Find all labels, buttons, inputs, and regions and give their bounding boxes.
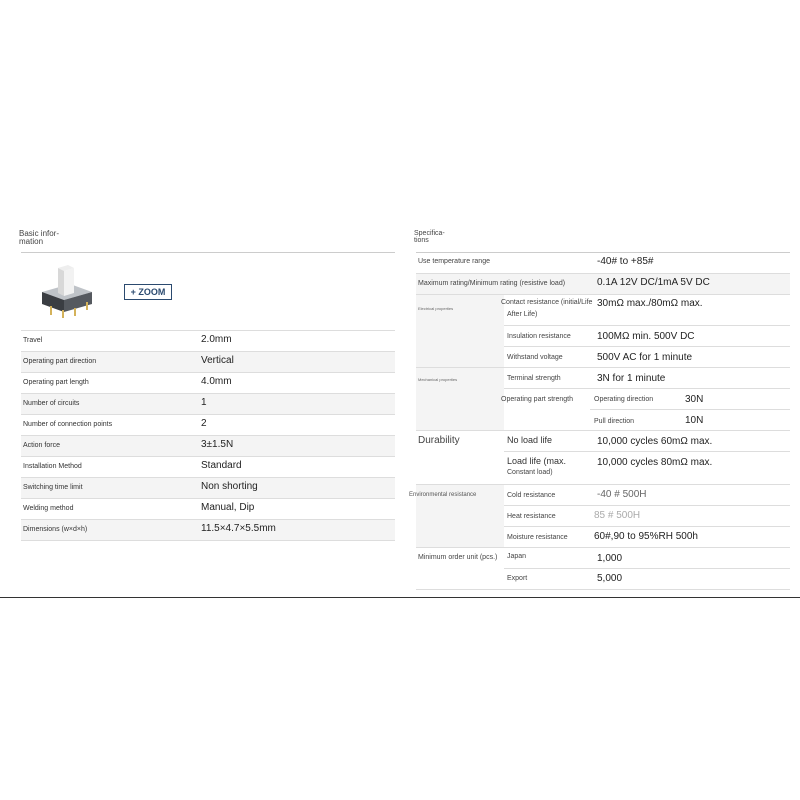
row-label: Number of connection points <box>23 421 113 428</box>
spec-title-rule <box>416 252 790 253</box>
no-load-value: 10,000 cycles 60mΩ max. <box>597 436 713 447</box>
table-row <box>21 331 395 352</box>
row-label: Operating part direction <box>23 358 97 365</box>
row-label: Action force <box>23 442 60 449</box>
contact-resistance-value: 30mΩ max./80mΩ max. <box>597 298 703 309</box>
japan-label: Japan <box>507 553 527 560</box>
table-row <box>21 373 395 394</box>
row-label: Number of circuits <box>23 400 80 407</box>
withstand-value: 500V AC for 1 minute <box>597 352 693 363</box>
table-row <box>21 394 395 415</box>
use-temp-label: Use temperature range <box>418 258 490 265</box>
row-label: Travel <box>23 337 43 344</box>
load-life-label-2: Constant load) <box>507 469 553 476</box>
table-row <box>21 478 395 499</box>
row-label: Installation Method <box>23 463 82 470</box>
load-life-label: Load life (max. <box>507 456 567 466</box>
basic-section-title: Basic infor- mation <box>19 229 60 246</box>
export-value: 5,000 <box>597 573 623 584</box>
no-load-label: No load life <box>507 435 553 445</box>
pull-direction-value: 10N <box>685 415 704 426</box>
insulation-value: 100MΩ min. 500V DC <box>597 331 695 342</box>
spec-section-title: Specifica- tions <box>414 230 445 244</box>
electrical-group-label: Electrical properties <box>418 306 454 311</box>
moq-group-label: Minimum order unit (pcs.) <box>418 554 498 561</box>
export-label: Export <box>507 575 528 582</box>
heat-value: 85 # 500H <box>594 510 641 521</box>
row-label: Operating part length <box>23 379 89 386</box>
page-bottom-divider <box>0 597 800 598</box>
product-image <box>36 262 98 318</box>
op-direction-value: 30N <box>685 394 704 405</box>
heat-label: Heat resistance <box>507 513 556 520</box>
cold-label: Cold resistance <box>507 492 556 499</box>
max-rating-label: Maximum rating/Minimum rating (resistive load) <box>418 280 566 287</box>
row-value: Standard <box>201 460 242 471</box>
table-row <box>21 352 395 373</box>
terminal-strength-value: 3N for 1 minute <box>597 373 666 384</box>
withstand-label: Withstand voltage <box>507 354 563 361</box>
op-strength-label: Operating part strength <box>501 396 573 403</box>
max-rating-value: 0.1A 12V DC/1mA 5V DC <box>597 277 710 288</box>
japan-value: 1,000 <box>597 553 623 564</box>
contact-resistance-label: Contact resistance (initial/Life <box>501 299 593 306</box>
table-row <box>21 457 395 478</box>
row-value: 3±1.5N <box>201 439 234 450</box>
row-label: Dimensions (w×d×h) <box>23 526 88 533</box>
row-value: 11.5×4.7×5.5mm <box>201 523 276 534</box>
load-life-value: 10,000 cycles 80mΩ max. <box>597 457 713 468</box>
table-row <box>21 415 395 436</box>
row-label: Welding method <box>23 505 74 512</box>
row-value: 4.0mm <box>201 376 232 387</box>
row-label: Switching time limit <box>23 484 83 491</box>
op-direction-label: Operating direction <box>594 396 654 403</box>
row-value: 1 <box>201 397 207 408</box>
row-value: Vertical <box>201 355 234 366</box>
environmental-group-label: Environmental resistance <box>409 492 477 498</box>
use-temp-value: -40# to +85# <box>597 256 654 267</box>
moisture-label: Moisture resistance <box>507 534 568 541</box>
pull-direction-label: Pull direction <box>594 418 635 425</box>
row-value: 2.0mm <box>201 334 232 345</box>
zoom-button[interactable]: + ZOOM <box>124 284 172 300</box>
insulation-label: Insulation resistance <box>507 333 571 340</box>
row-value: Non shorting <box>201 481 258 492</box>
table-row <box>21 499 395 520</box>
table-row <box>21 520 395 541</box>
durability-group-label: Durability <box>418 435 460 446</box>
moisture-value: 60#,90 to 95%RH 500h <box>594 531 698 542</box>
row-value: 2 <box>201 418 207 429</box>
row-value: Manual, Dip <box>201 502 255 513</box>
table-row <box>21 436 395 457</box>
basic-title-rule <box>21 252 395 253</box>
cold-value: -40 # 500H <box>597 489 647 500</box>
contact-resistance-label-2: After Life) <box>507 311 538 318</box>
mechanical-group-label: Mechanical properties <box>418 377 458 382</box>
terminal-strength-label: Terminal strength <box>507 375 561 382</box>
